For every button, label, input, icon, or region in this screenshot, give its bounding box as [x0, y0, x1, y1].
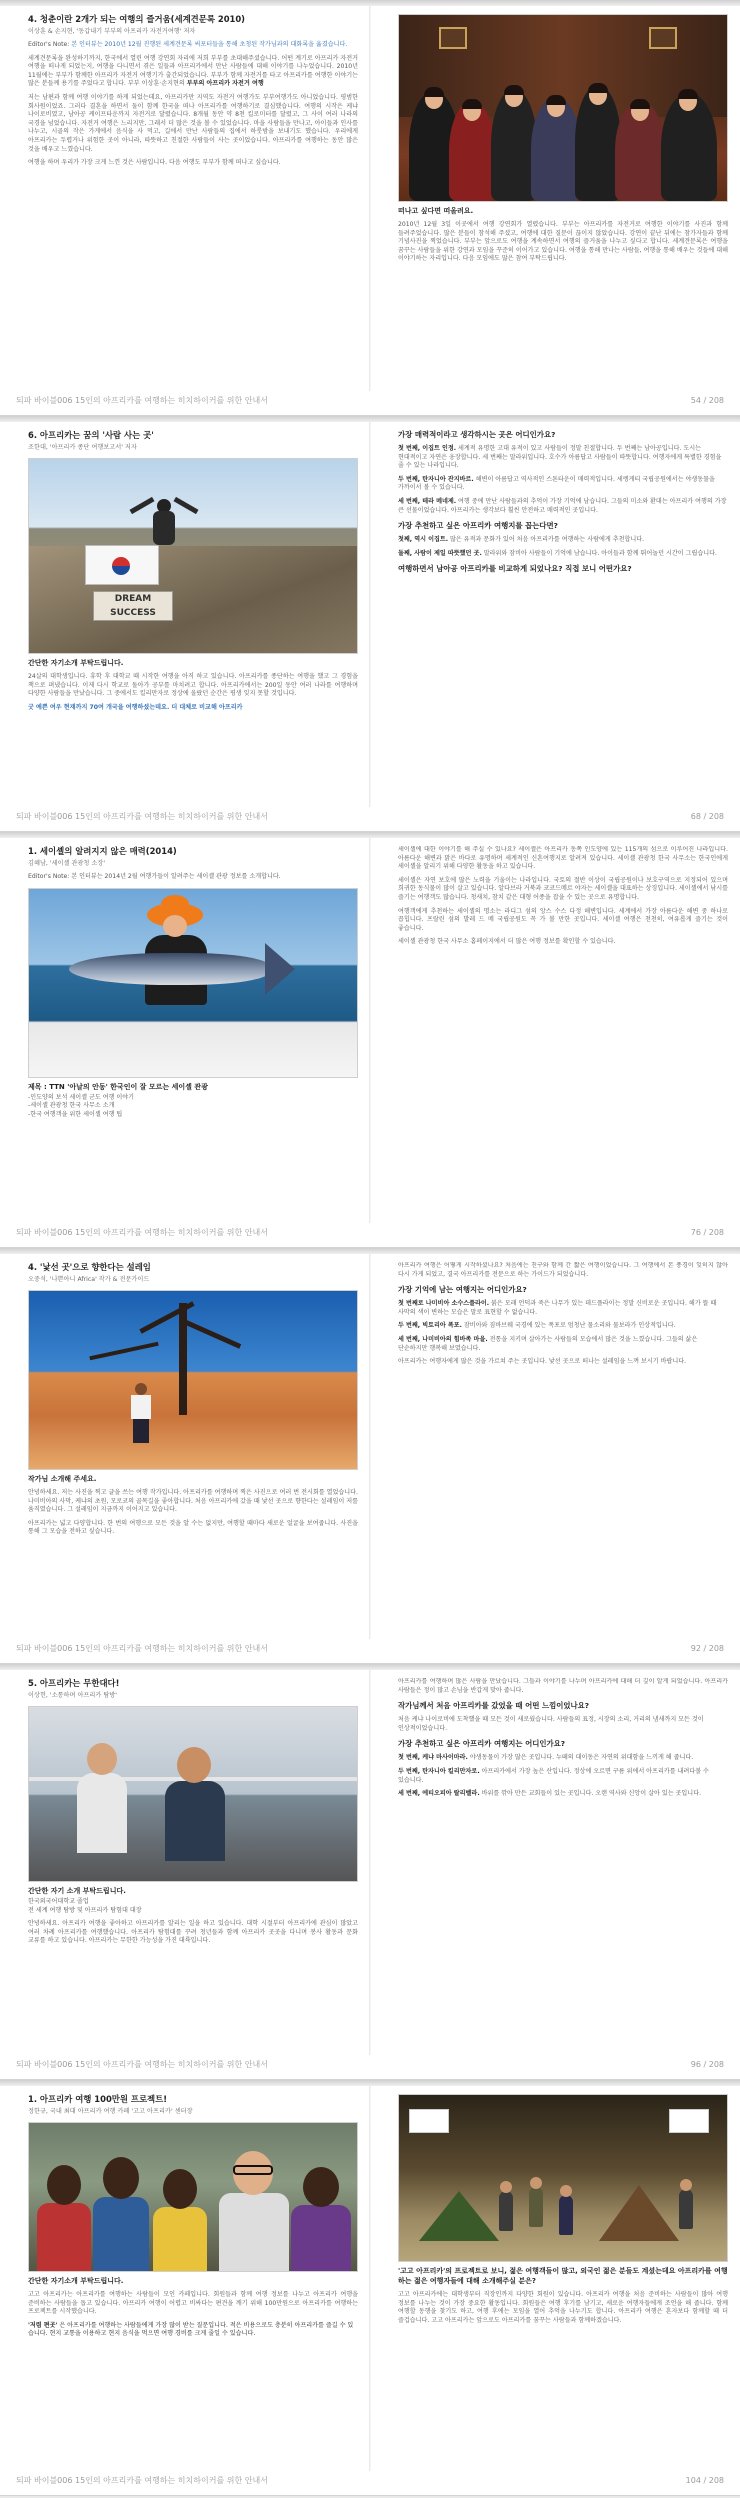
editor-note	[28, 41, 358, 50]
question-heading: '고고 아프리카'의 프로젝트로 보니, 젊은 여행객들이 많고, 외국인 젊은 분들도 계셨는데요 아프리카를 여행하는 젊은 여행자들에 대해 소개해주실 분은?	[398, 2267, 728, 2285]
photo-caption: 떠나고 싶다면 떠올려요.	[398, 207, 474, 215]
left-page	[28, 1678, 358, 2050]
answer-lead: 세 번째, 나미비아의 힘바족 마을.	[398, 1335, 488, 1343]
editor-note-label: Editor's Note:	[28, 41, 70, 48]
page-spread	[0, 416, 740, 832]
answer-lead: 두 번째, 탄자니아 잔지바르.	[398, 475, 474, 483]
question-heading: 작가님께서 처음 아프리카를 갔었을 때 어떤 느낌이었나요?	[398, 1701, 590, 1711]
camp-photo	[398, 2094, 728, 2262]
book-footer: 되파 바이블006 15인의 아프리카를 여행하는 히치하이커를 위한 안내서	[16, 1644, 268, 1653]
chapter-title: 4. 청춘이란 2개가 되는 여행의 즐거움(세계견문록 2010)	[28, 14, 246, 24]
answer-text: 처음 케냐 나이로비에 도착했을 때 모든 것이 새로웠습니다. 사람들의 표정, 시장의 소리, 거리의 냄새까지 모든 것이 인상적이었습니다.	[398, 1716, 704, 1732]
chapter-title: 1. 아프리카 여행 100만원 프로젝트!	[28, 2094, 168, 2104]
answer-item	[398, 1300, 728, 1317]
book-footer: 되파 바이블006 15인의 아프리카를 여행하는 히치하이커를 위한 안내서	[16, 2476, 268, 2485]
body-paragraph: 2010년 12월 3일 이곳에서 여행 강연회가 열렸습니다. 부부는 아프리카를 자전거로 여행한 이야기를 사진과 함께 들려주었습니다. 많은 분들이 참석해 주셨고, 여행에 대한 질문이 끊이지 않았습니다. 강연이 끝난 뒤에는 참가자들과 함께 기념사진을 찍었습니다. 부부는 앞으로도 여행을 계속하면서 여행의 즐거움을 나누고 싶다고 합니다. 세계견문록은 여행을 꿈꾸는 사람들을 위한 강연과 모임을 꾸준히 이어가고 있습니다. 여행을 통해 만나는 사람들, 여행을 통해 배우는 것들에 대해 이야기하는 자리입니다. 다음 모임에도 많은 참여 부탁드립니다.	[398, 221, 728, 263]
page-number: 92 / 208	[690, 1644, 724, 1653]
question-heading: 간단한 자기소개 부탁드립니다.	[28, 2277, 124, 2285]
answer-lead: 둘째, 사람이 제일 따뜻했던 곳.	[398, 549, 482, 557]
book-gutter	[369, 6, 371, 391]
answer-lead: 세 번째, 에티오피아 랄리벨라.	[398, 1790, 480, 1798]
list-item: -한국 여행객을 위한 세이셸 여행 팁	[28, 1110, 123, 1118]
body-paragraph: 세이셸 관광청 한국 사무소 홈페이지에서 더 많은 여행 정보를 확인할 수 있습니다.	[398, 938, 616, 946]
answer-lead: 첫 번째, 이집트 인정.	[398, 445, 457, 452]
answer-item	[398, 536, 728, 545]
left-page	[28, 430, 358, 802]
body-paragraph: 안녕하세요. 아프리카 여행을 좋아하고 아프리카를 알리는 일을 하고 있습니다. 대학 시절부터 아프리카에 관심이 많았고 여러 차례 아프리카를 여행했습니다. 아프리카 탐험대를 꾸려 청년들과 함께 아프리카 곳곳을 다니며 봉사 활동과 문화 교류를 하고 있습니다. 아프리카는 무한한 가능성을 가진 대륙입니다.	[28, 1920, 358, 1945]
author-byline: 김혜남, '세이셸 관광청 소장'	[28, 860, 106, 867]
chapter-title: 1. 세이셸의 알려지지 않은 매력(2014)	[28, 846, 177, 856]
right-page	[398, 430, 728, 802]
list-item: -세이셸 관광청 한국 사무소 소개	[28, 1102, 115, 1110]
editor-note-text: 본 인터뷰는 2014년 2월 여행가들이 알려주는 세이셸 관광 정보를 소개합니다.	[71, 873, 281, 880]
book-footer: 되파 바이블006 15인의 아프리카를 여행하는 히치하이커를 위한 안내서	[16, 1228, 268, 1237]
author-byline: 이상헌, '소통하며 아프리카 탐방'	[28, 1692, 117, 1699]
right-page	[398, 14, 728, 386]
chapter-title: 6. 아프리카는 꿈의 '사람 사는 곳'	[28, 430, 154, 440]
question-heading: 간단한 자기소개 부탁드립니다.	[28, 659, 124, 667]
answer-text: 바위를 깎아 만든 교회들이 있는 곳입니다. 오랜 역사와 신앙이 살아 있는 곳입니다.	[481, 1790, 702, 1798]
author-byline: 이상훈 & 손지현, '동갑내기 부부의 아프리카 자전거여행' 저자	[28, 28, 196, 35]
page-number: 104 / 208	[685, 2476, 724, 2485]
left-page	[28, 14, 358, 386]
body-paragraph: 24살의 대학생입니다. 휴학 후 대학교 때 시작한 여행을 아직 하고 있습니다. 아프리카를 종단하는 여행을 했고 그 경험을 책으로 펴냈습니다. 이제 다시 학교로 돌아가 공부를 마치려고 합니다. 아프리카에서는 200일 동안 여러 나라를 여행하며 다양한 사람들을 만났습니다. 그 중에서도 킬리만자로 정상에 올랐던 순간은 평생 잊지 못할 것입니다.	[28, 673, 358, 698]
answer-lead: 첫 번째, 케냐 마사이마라.	[398, 1754, 468, 1762]
body-paragraph: 세이셸에 대한 이야기를 해 주실 수 있나요? 세이셸은 아프리카 동쪽 인도양에 있는 115개의 섬으로 이루어진 나라입니다. 아름다운 해변과 맑은 바다로 유명하며 세계적인 신혼여행지로 알려져 있습니다. 세이셸 관광청 한국 사무소는 한국인에게 세이셸을 알리기 위해 다양한 활동을 하고 있습니다.	[398, 846, 728, 871]
body-paragraph: 아프리카는 여행자에게 많은 것을 가르쳐 주는 곳입니다. 낯선 곳으로 떠나는 설레임을 느껴 보시기 바랍니다.	[398, 1358, 687, 1366]
editor-note-text: 본 인터뷰는 2010년 12월 진행된 세계견문록 써포터들을 통해 초청된 작가님과의 대화록을 옮겼습니다.	[71, 41, 348, 48]
book-footer: 되파 바이블006 15인의 아프리카를 여행하는 히치하이커를 위한 안내서	[16, 812, 268, 821]
book-gutter	[369, 1254, 371, 1639]
mountain-summit-photo	[28, 458, 358, 654]
page-number: 96 / 208	[690, 2060, 724, 2069]
question-heading: 간단한 자기 소개 부탁드립니다.	[28, 1887, 126, 1895]
list-item: 한국외국어대학교 졸업	[28, 1898, 89, 1905]
left-page	[28, 846, 358, 1218]
editor-note-label: Editor's Note:	[28, 873, 70, 880]
author-byline: 정한규, 국내 최대 아프리카 여행 카페 '고고 아프리카' 센터장	[28, 2108, 193, 2115]
question-heading: 작가님 소개해 주세요.	[28, 1475, 97, 1483]
author-byline: 오중석, '나쁜아니 Africa' 작가 & 전문가이드	[28, 1276, 150, 1283]
chapter-title: 4. '낯선 곳'으로 향한다는 설레임	[28, 1262, 151, 1272]
answer-text: 전통을 지키며 살아가는 사람들의 모습에서 많은 것을 느꼈습니다. 그들의 삶은 단순하지만 행복해 보였습니다.	[398, 1335, 698, 1352]
fishing-photo	[28, 888, 358, 1078]
body-paragraph: 아프리카를 여행하며 많은 사람을 만났습니다. 그들과 이야기를 나누며 아프리카에 대해 더 깊이 알게 되었습니다. 아프리카 사람들은 정이 많고 손님을 반갑게 맞아 줍니다.	[398, 1678, 728, 1694]
book-gutter	[369, 2086, 371, 2471]
answer-item	[398, 1768, 728, 1785]
answer-text: 잠비아와 짐바브웨 국경에 있는 폭포로 엄청난 물소리와 물보라가 인상적입니다.	[463, 1322, 676, 1330]
question-heading: 가장 기억에 남는 여행지는 어디인가요?	[398, 1285, 527, 1295]
body-paragraph: 아프리카는 넓고 다양합니다. 한 번의 여행으로 모든 것을 알 수는 없지만, 여행할 때마다 새로운 얼굴을 보여줍니다. 사진을 통해 그 모습을 전하고 싶습니다.	[28, 1519, 358, 1536]
paragraph-text: 세계견문록을 완성하기까지, 한국에서 열린 여행 강연회 자리에 저희 부부를 초대해주셨습니다. 어떤 계기로 아프리카 자전거 여행을 떠나게 되었는지, 여행을 다니면서 겪은 일들과 아프리카에서 만난 사람들에 대해 이야기를 나누었습니다. 2010년 11월에는 부부가 함께한 아프리카 자전거 여행기가 출간되었습니다. 부부가 함께 자전거를 타고 아프리카를 여행한 이야기는 많은 분들께 용기를 주었다고 합니다. 부부 이상훈·손지현의	[28, 54, 358, 88]
list-item: -인도양의 보석 세이셸 군도 여행 이야기	[28, 1093, 135, 1101]
page-spread	[0, 1664, 740, 2080]
book-footer: 되파 바이블006 15인의 아프리카를 여행하는 히치하이커를 위한 안내서	[16, 396, 268, 405]
question-teaser	[28, 704, 358, 713]
answer-item	[398, 1322, 728, 1331]
answer-item	[398, 498, 728, 515]
group-photo	[398, 14, 728, 202]
answer-text: 붉은 모래 언덕과 죽은 나무가 있는 데드플라이는 정말 신비로운 곳입니다. 해가 뜰 때 사막의 색이 변하는 모습은 말로 표현할 수 없습니다.	[398, 1300, 717, 1316]
answer-lead: 첫 번째로 나미비아 소수스플라이.	[398, 1300, 490, 1308]
body-paragraph	[28, 55, 358, 89]
answer-item	[398, 445, 728, 471]
desert-tree-photo	[28, 1290, 358, 1470]
page-spread	[0, 2080, 740, 2496]
paragraph-emphasis: 부부의 아프리카 자전거 여행	[186, 80, 264, 88]
body-paragraph: 여행객에게 추천하는 세이셸의 명소는 라디그 섬의 앙스 수스 다정 해변입니다. 세계에서 가장 아름다운 해변 중 하나로 꼽힙니다. 프랄린 섬의 발레 드 메 국립공원도 꼭 가 볼 만한 곳입니다. 세이셸 여행은 천천히, 여유롭게 즐기는 것이 좋습니다.	[398, 907, 728, 932]
question-heading: 가장 추천하고 싶은 아프리카 여행지는 어디인가요?	[398, 1739, 566, 1749]
book-gutter	[369, 1670, 371, 2055]
answer-lead: 두 번째, 탄자니아 킬리만자로.	[398, 1767, 480, 1775]
highlight-paragraph	[28, 2322, 358, 2339]
page-spread	[0, 1248, 740, 1664]
question-heading: 가장 매력적이라고 생각하시는 곳은 어디인가요?	[398, 430, 556, 439]
page-spread	[0, 0, 740, 416]
answer-lead: 세 번째, 테라 메네제.	[398, 497, 457, 505]
answer-text: 여행 중에 만난 사람들과의 추억이 가장 기억에 남습니다. 그들의 미소와 환대는 아프리카 여행의 가장 큰 선물이었습니다. 아프리카는 생각보다 훨씬 안전하고 매력적인 곳입니다.	[398, 497, 727, 514]
right-page	[398, 2094, 728, 2466]
page-number: 54 / 208	[690, 396, 724, 405]
list-item: 전 세계 여행 탐방 및 아프리카 탐험대 대장	[28, 1906, 142, 1914]
book-gutter	[369, 422, 371, 807]
answer-lead: 두 번째, 빅토리아 폭포.	[398, 1322, 462, 1330]
body-paragraph: 고고 아프리카에는 대학생부터 직장인까지 다양한 회원이 있습니다. 아프리카 여행을 처음 준비하는 사람들이 많아 여행 정보를 나누는 것이 가장 중요한 활동입니다. 회원들은 여행 후기를 남기고, 새로운 여행자들에게 조언을 해 줍니다. 함께 여행할 동행을 찾기도 하고, 여행 후에는 모임을 열어 추억을 나누기도 합니다. 아프리카 여행은 혼자보다 함께할 때 더 즐겁습니다. 고고 아프리카는 앞으로도 아프리카를 꿈꾸는 사람들과 함께하겠습니다.	[398, 2291, 728, 2324]
answer-text: 야생동물이 가장 많은 곳입니다. 누떼의 대이동은 자연의 위대함을 느끼게 해 줍니다.	[469, 1754, 694, 1762]
body-paragraph: 세이셸은 자연 보호에 많은 노력을 기울이는 나라입니다. 국토의 절반 이상이 국립공원이나 보호구역으로 지정되어 있으며 희귀한 동식물이 많이 살고 있습니다. 알다브라 거북과 코코드메르 야자는 세이셸을 대표하는 상징입니다. 세이셸에서 낚시를 즐기는 여행객도 많습니다. 청새치, 참치 같은 대형 어종을 잡을 수 있는 곳으로 유명합니다.	[398, 876, 728, 901]
answer-item	[398, 1790, 728, 1799]
right-page	[398, 846, 728, 1218]
body-paragraph: 고고 아프리카는 아프리카를 여행하는 사람들이 모인 카페입니다. 회원들과 함께 여행 정보를 나누고 아프리카 여행을 준비하는 사람들을 돕고 있습니다. 아프리카 여행이 어렵고 비싸다는 편견을 깨기 위해 100만원으로 아프리카를 여행하는 프로젝트를 시작했습니다.	[28, 2291, 358, 2316]
answer-item	[398, 1754, 728, 1763]
korean-flag	[85, 545, 159, 585]
editor-note	[28, 873, 358, 882]
question-text: 굿 예쁜 여우 현재까지 70여 개국을 여행하셨는데요. 더 대체로 비교해 아프리카	[28, 703, 243, 711]
book-gutter	[369, 838, 371, 1223]
page-number: 76 / 208	[690, 1228, 724, 1237]
question-heading: 여행하면서 남아공 아프리카를 비교하게 되었나요? 직접 보니 어떤가요?	[398, 564, 632, 574]
page-spread	[0, 832, 740, 1248]
left-page	[28, 2094, 358, 2466]
book-footer: 되파 바이블006 15인의 아프리카를 여행하는 히치하이커를 위한 안내서	[16, 2060, 268, 2069]
author-byline: 조한대, '아프리카 종단 여행보고서' 저자	[28, 444, 137, 451]
question-heading: 가장 추천하고 싶은 아프리카 여행지를 꼽는다면?	[398, 521, 558, 531]
dream-success-sign: DREAM SUCCESS	[93, 591, 173, 621]
answer-item	[398, 550, 728, 559]
answer-text: 아프리카에서 가장 높은 산입니다. 정상에 오르면 구름 위에서 아프리카를 내려다볼 수 있습니다.	[398, 1767, 709, 1784]
answer-text: 해변이 아름답고 역사적인 스톤타운이 매력적입니다. 세렝게티 국립공원에서는 야생동물을 가까이서 볼 수 있습니다.	[398, 475, 715, 492]
chapter-title: 5. 아프리카는 무한대다!	[28, 1678, 120, 1688]
answer-item	[398, 1336, 728, 1353]
answer-item	[398, 476, 728, 493]
highlight-title: '저렴 편곳'	[28, 2321, 58, 2329]
highlight-text: 은 아프리카를 여행하는 사람들에게 가장 많이 받는 질문입니다. 적은 비용으로도 충분히 아프리카를 즐길 수 있습니다. 현지 교통을 이용하고 현지 음식을 먹으면 여행 경비를 크게 줄일 수 있습니다.	[28, 2321, 354, 2338]
body-paragraph: 저는 남편과 함께 여행 이야기를 하게 되었는데요, 아프리카만 지역도 자전거 여행가도 부부여행가도 아니었습니다. 평범한 회사원이었죠. 그러다 결혼을 하면서 둘이 함께 한국을 떠나 아프리카를 여행하기로 결심했습니다. 여행의 시작은 케냐 나이로비였고, 남아공 케이프타운까지 자전거로 달렸습니다. 8개월 동안 약 8천 킬로미터를 달렸고, 그 사이 여러 나라의 국경을 넘었습니다. 자전거 여행은 느리지만, 그래서 더 많은 것을 볼 수 있었습니다. 마을 사람들을 만나고, 아이들과 인사를 나누고, 시골의 작은 가게에서 음식을 사 먹고, 길에서 만난 사람들의 집에서 하룻밤을 보내기도 했습니다. 우리에게 아프리카는 두렵거나 위험한 곳이 아니라, 따뜻하고 친절한 사람들이 사는 곳이었습니다. 아프리카를 여행하는 동안 많은 것을 배우고 느꼈습니다.	[28, 93, 358, 153]
children-photo	[28, 2122, 358, 2272]
right-page	[398, 1678, 728, 2050]
body-paragraph: 아프리카 여행은 어떻게 시작하셨나요? 처음에는 친구와 함께 간 짧은 여행이었습니다. 그 여행에서 본 풍경이 잊히지 않아 다시 가게 되었고, 결국 아프리카를 전문으로 하는 가이드가 되었습니다.	[398, 1262, 728, 1278]
boat-selfie-photo	[28, 1706, 358, 1882]
answer-text: 말라위와 잠비아 사람들이 기억에 남습니다. 아이들과 함께 뛰어놀던 시간이 그립습니다.	[483, 549, 717, 557]
answer-text: 세계적 유명한 고대 유적이 있고 사람들이 정말 친절합니다. 두 번째는 남아공입니다. 도시는 현대적이고 자연은 웅장합니다. 세 번째는 말라위입니다. 호수가 아름답고 사람들이 따뜻합니다. 여행자에게 특별한 경험을 줄 수 있는 나라입니다.	[398, 445, 722, 470]
page-number: 68 / 208	[690, 812, 724, 821]
right-page	[398, 1262, 728, 1634]
body-paragraph: 여행을 하며 우리가 가장 크게 느낀 것은 사람입니다. 다음 여행도 부부가 함께 떠나고 싶습니다.	[28, 159, 281, 167]
answer-text: 많은 유적과 문화가 있어 처음 아프리카를 여행하는 사람에게 추천합니다.	[450, 536, 645, 544]
left-page	[28, 1262, 358, 1634]
body-paragraph: 안녕하세요. 저는 사진을 찍고 글을 쓰는 여행 작가입니다. 아프리카를 여행하며 찍은 사진으로 여러 번 전시회를 열었습니다. 나미비아의 사막, 케냐의 초원, 모로코의 골목길을 좋아합니다. 처음 아프리카에 갔을 때 낯선 곳으로 향한다는 설레임이 저를 움직였습니다. 그 설레임이 지금까지 이어지고 있습니다.	[28, 1489, 358, 1514]
photo-caption: 제목 : TTN '아날의 안동' 한국인이 잘 모르는 세이셸 관광	[28, 1082, 208, 1091]
answer-lead: 첫째, 역시 이집트.	[398, 536, 449, 544]
